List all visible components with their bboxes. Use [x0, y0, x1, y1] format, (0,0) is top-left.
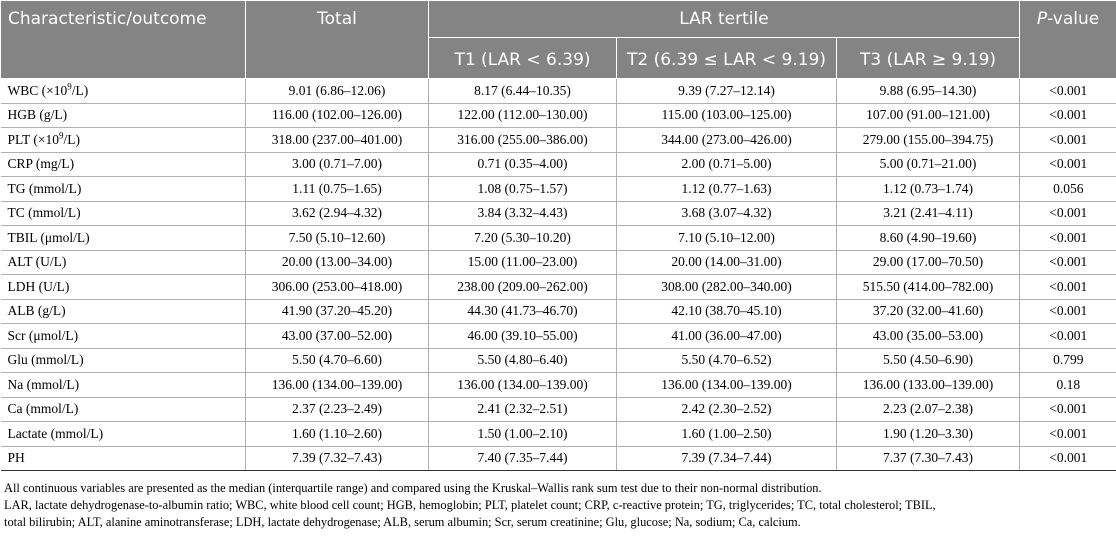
cell-t3: 107.00 (91.00–121.00): [837, 103, 1020, 128]
footnote-line-1: All continuous variables are presented as the median (interquartile range) and compared using the Kruskal–Wallis rank sum test due to their non-normal distribution.: [4, 481, 822, 495]
cell-characteristic: [1, 79, 246, 104]
cell-t2: 308.00 (282.00–340.00): [617, 275, 837, 300]
cell-t3: 5.50 (4.50–6.90): [837, 348, 1020, 373]
cell-t1: 1.08 (0.75–1.57): [429, 177, 617, 202]
table-row: [1, 397, 1116, 422]
table-header: [1, 1, 1116, 79]
characteristic-label: WBC (×10: [7, 82, 68, 98]
cell-t2: 9.39 (7.27–12.14): [617, 79, 837, 104]
cell-p: <0.001: [1020, 397, 1116, 422]
table-row: [1, 79, 1116, 104]
cell-t1: 7.40 (7.35–7.44): [429, 446, 617, 471]
cell-characteristic: [1, 226, 246, 251]
characteristic-label: Lactate (mmol/L): [7, 425, 104, 441]
characteristic-label: Glu (mmol/L): [7, 352, 84, 368]
cell-p: <0.001: [1020, 250, 1116, 275]
cell-t1: 5.50 (4.80–6.40): [429, 348, 617, 373]
cell-t2: 136.00 (134.00–139.00): [617, 373, 837, 398]
cell-t3: 7.37 (7.30–7.43): [837, 446, 1020, 471]
cell-t1: 0.71 (0.35–4.00): [429, 152, 617, 177]
unit-suffix: /L): [63, 131, 81, 147]
cell-total: 7.39 (7.32–7.43): [246, 446, 429, 471]
header-p-value: [1020, 1, 1116, 79]
cell-t2: 2.42 (2.30–2.52): [617, 397, 837, 422]
characteristic-label: LDH (U/L): [7, 278, 70, 294]
cell-total: 7.50 (5.10–12.60): [246, 226, 429, 251]
cell-total: 306.00 (253.00–418.00): [246, 275, 429, 300]
cell-t3: 5.00 (0.71–21.00): [837, 152, 1020, 177]
cell-t1: 122.00 (112.00–130.00): [429, 103, 617, 128]
cell-t1: 316.00 (255.00–386.00): [429, 128, 617, 153]
cell-total: 116.00 (102.00–126.00): [246, 103, 429, 128]
header-lar-tertile: LAR tertile: [429, 1, 1020, 38]
unit-suffix: /L): [71, 82, 89, 98]
cell-p: <0.001: [1020, 299, 1116, 324]
header-total: Total: [246, 1, 429, 79]
table-row: [1, 275, 1116, 300]
cell-t1: 2.41 (2.32–2.51): [429, 397, 617, 422]
cell-t2: 2.00 (0.71–5.00): [617, 152, 837, 177]
cell-total: 20.00 (13.00–34.00): [246, 250, 429, 275]
cell-t2: 7.10 (5.10–12.00): [617, 226, 837, 251]
cell-t1: 15.00 (11.00–23.00): [429, 250, 617, 275]
cell-total: 5.50 (4.70–6.60): [246, 348, 429, 373]
cell-t2: 41.00 (36.00–47.00): [617, 324, 837, 349]
cell-p: <0.001: [1020, 446, 1116, 471]
cell-t1: 44.30 (41.73–46.70): [429, 299, 617, 324]
cell-t3: 515.50 (414.00–782.00): [837, 275, 1020, 300]
characteristic-label: Ca (mmol/L): [7, 401, 79, 417]
cell-characteristic: [1, 201, 246, 226]
cell-p: <0.001: [1020, 152, 1116, 177]
cell-total: 1.60 (1.10–2.60): [246, 422, 429, 447]
cell-characteristic: [1, 128, 246, 153]
characteristic-label: TG (mmol/L): [7, 180, 82, 196]
cell-t3: 37.20 (32.00–41.60): [837, 299, 1020, 324]
table-row: [1, 324, 1116, 349]
table-row: [1, 103, 1116, 128]
cell-characteristic: [1, 152, 246, 177]
cell-total: 318.00 (237.00–401.00): [246, 128, 429, 153]
cell-t2: 20.00 (14.00–31.00): [617, 250, 837, 275]
cell-p: 0.056: [1020, 177, 1116, 202]
cell-t1: 238.00 (209.00–262.00): [429, 275, 617, 300]
cell-p: <0.001: [1020, 79, 1116, 104]
cell-t3: 1.90 (1.20–3.30): [837, 422, 1020, 447]
header-t1: T1 (LAR < 6.39): [429, 38, 617, 79]
cell-characteristic: [1, 177, 246, 202]
cell-t1: 3.84 (3.32–4.43): [429, 201, 617, 226]
cell-characteristic: [1, 275, 246, 300]
characteristic-label: ALT (U/L): [7, 254, 67, 270]
table-row: [1, 201, 1116, 226]
characteristic-label: CRP (mg/L): [7, 156, 75, 172]
header-p-rest: -value: [1047, 9, 1100, 29]
cell-characteristic: [1, 348, 246, 373]
cell-characteristic: [1, 397, 246, 422]
cell-t3: 8.60 (4.90–19.60): [837, 226, 1020, 251]
table-row: [1, 422, 1116, 447]
footnote-line-3: total bilirubin; ALT, alanine aminotransferase; LDH, lactate dehydrogenase; ALB, serum albumin; Scr, serum creatinine; Glu, glucose; Na, sodium; Ca, calcium.: [4, 515, 801, 529]
cell-p: <0.001: [1020, 275, 1116, 300]
cell-characteristic: [1, 324, 246, 349]
cell-characteristic: [1, 373, 246, 398]
footnote-line-2: LAR, lactate dehydrogenase-to-albumin ratio; WBC, white blood cell count; HGB, hemoglobin; PLT, platelet count; CRP, c-reactive protein; TG, triglycerides; TC, total cholesterol; TBIL,: [4, 498, 936, 512]
cell-characteristic: [1, 103, 246, 128]
cell-p: <0.001: [1020, 422, 1116, 447]
cell-t2: 1.12 (0.77–1.63): [617, 177, 837, 202]
header-characteristic: Characteristic/outcome: [1, 1, 246, 79]
cell-t1: 1.50 (1.00–2.10): [429, 422, 617, 447]
characteristic-label: ALB (g/L): [7, 303, 66, 319]
table-row: [1, 373, 1116, 398]
cell-t2: 1.60 (1.00–2.50): [617, 422, 837, 447]
cell-characteristic: [1, 250, 246, 275]
cell-total: 43.00 (37.00–52.00): [246, 324, 429, 349]
cell-total: 3.62 (2.94–4.32): [246, 201, 429, 226]
cell-characteristic: [1, 446, 246, 471]
table-row: [1, 177, 1116, 202]
cell-t1: 46.00 (39.10–55.00): [429, 324, 617, 349]
characteristic-label: HGB (g/L): [7, 107, 68, 123]
cell-total: 2.37 (2.23–2.49): [246, 397, 429, 422]
cell-characteristic: [1, 422, 246, 447]
cell-t3: 29.00 (17.00–70.50): [837, 250, 1020, 275]
table-row: [1, 446, 1116, 471]
cell-t2: 7.39 (7.34–7.44): [617, 446, 837, 471]
cell-t3: 3.21 (2.41–4.11): [837, 201, 1020, 226]
cell-p: <0.001: [1020, 103, 1116, 128]
cell-t3: 136.00 (133.00–139.00): [837, 373, 1020, 398]
table-row: [1, 250, 1116, 275]
characteristic-label: TC (mmol/L): [7, 205, 81, 221]
cell-characteristic: [1, 299, 246, 324]
table-row: [1, 299, 1116, 324]
cell-t3: 43.00 (35.00–53.00): [837, 324, 1020, 349]
header-t2: T2 (6.39 ≤ LAR < 9.19): [617, 38, 837, 79]
cell-total: 136.00 (134.00–139.00): [246, 373, 429, 398]
characteristic-label: PH: [7, 450, 25, 466]
characteristic-label: TBIL (μmol/L): [7, 229, 90, 245]
cell-t2: 115.00 (103.00–125.00): [617, 103, 837, 128]
characteristic-label: PLT (×10: [7, 131, 60, 147]
cell-t1: 7.20 (5.30–10.20): [429, 226, 617, 251]
header-p-italic: P: [1036, 9, 1048, 29]
cell-t3: 1.12 (0.73–1.74): [837, 177, 1020, 202]
cell-total: 1.11 (0.75–1.65): [246, 177, 429, 202]
unit-exponent: 9: [67, 81, 72, 92]
cell-t1: 8.17 (6.44–10.35): [429, 79, 617, 104]
cell-t2: 344.00 (273.00–426.00): [617, 128, 837, 153]
cell-p: <0.001: [1020, 226, 1116, 251]
cell-p: 0.18: [1020, 373, 1116, 398]
table-row: [1, 152, 1116, 177]
unit-exponent: 9: [59, 130, 64, 141]
table-row: [1, 226, 1116, 251]
cell-t3: 279.00 (155.00–394.75): [837, 128, 1020, 153]
cell-t3: 9.88 (6.95–14.30): [837, 79, 1020, 104]
cell-p: 0.799: [1020, 348, 1116, 373]
cell-t3: 2.23 (2.07–2.38): [837, 397, 1020, 422]
cell-p: <0.001: [1020, 324, 1116, 349]
characteristic-label: Na (mmol/L): [7, 376, 80, 392]
table-row: [1, 348, 1116, 373]
table-body: [1, 79, 1116, 471]
cell-t2: 3.68 (3.07–4.32): [617, 201, 837, 226]
cell-total: 9.01 (6.86–12.06): [246, 79, 429, 104]
header-t3: T3 (LAR ≥ 9.19): [837, 38, 1020, 79]
cell-total: 3.00 (0.71–7.00): [246, 152, 429, 177]
cell-total: 41.90 (37.20–45.20): [246, 299, 429, 324]
cell-t1: 136.00 (134.00–139.00): [429, 373, 617, 398]
table-footnotes: [0, 471, 1116, 531]
characteristic-label: Scr (μmol/L): [7, 327, 79, 343]
cell-t2: 42.10 (38.70–45.10): [617, 299, 837, 324]
cell-p: <0.001: [1020, 201, 1116, 226]
cell-p: <0.001: [1020, 128, 1116, 153]
table-row: [1, 128, 1116, 153]
cell-t2: 5.50 (4.70–6.52): [617, 348, 837, 373]
